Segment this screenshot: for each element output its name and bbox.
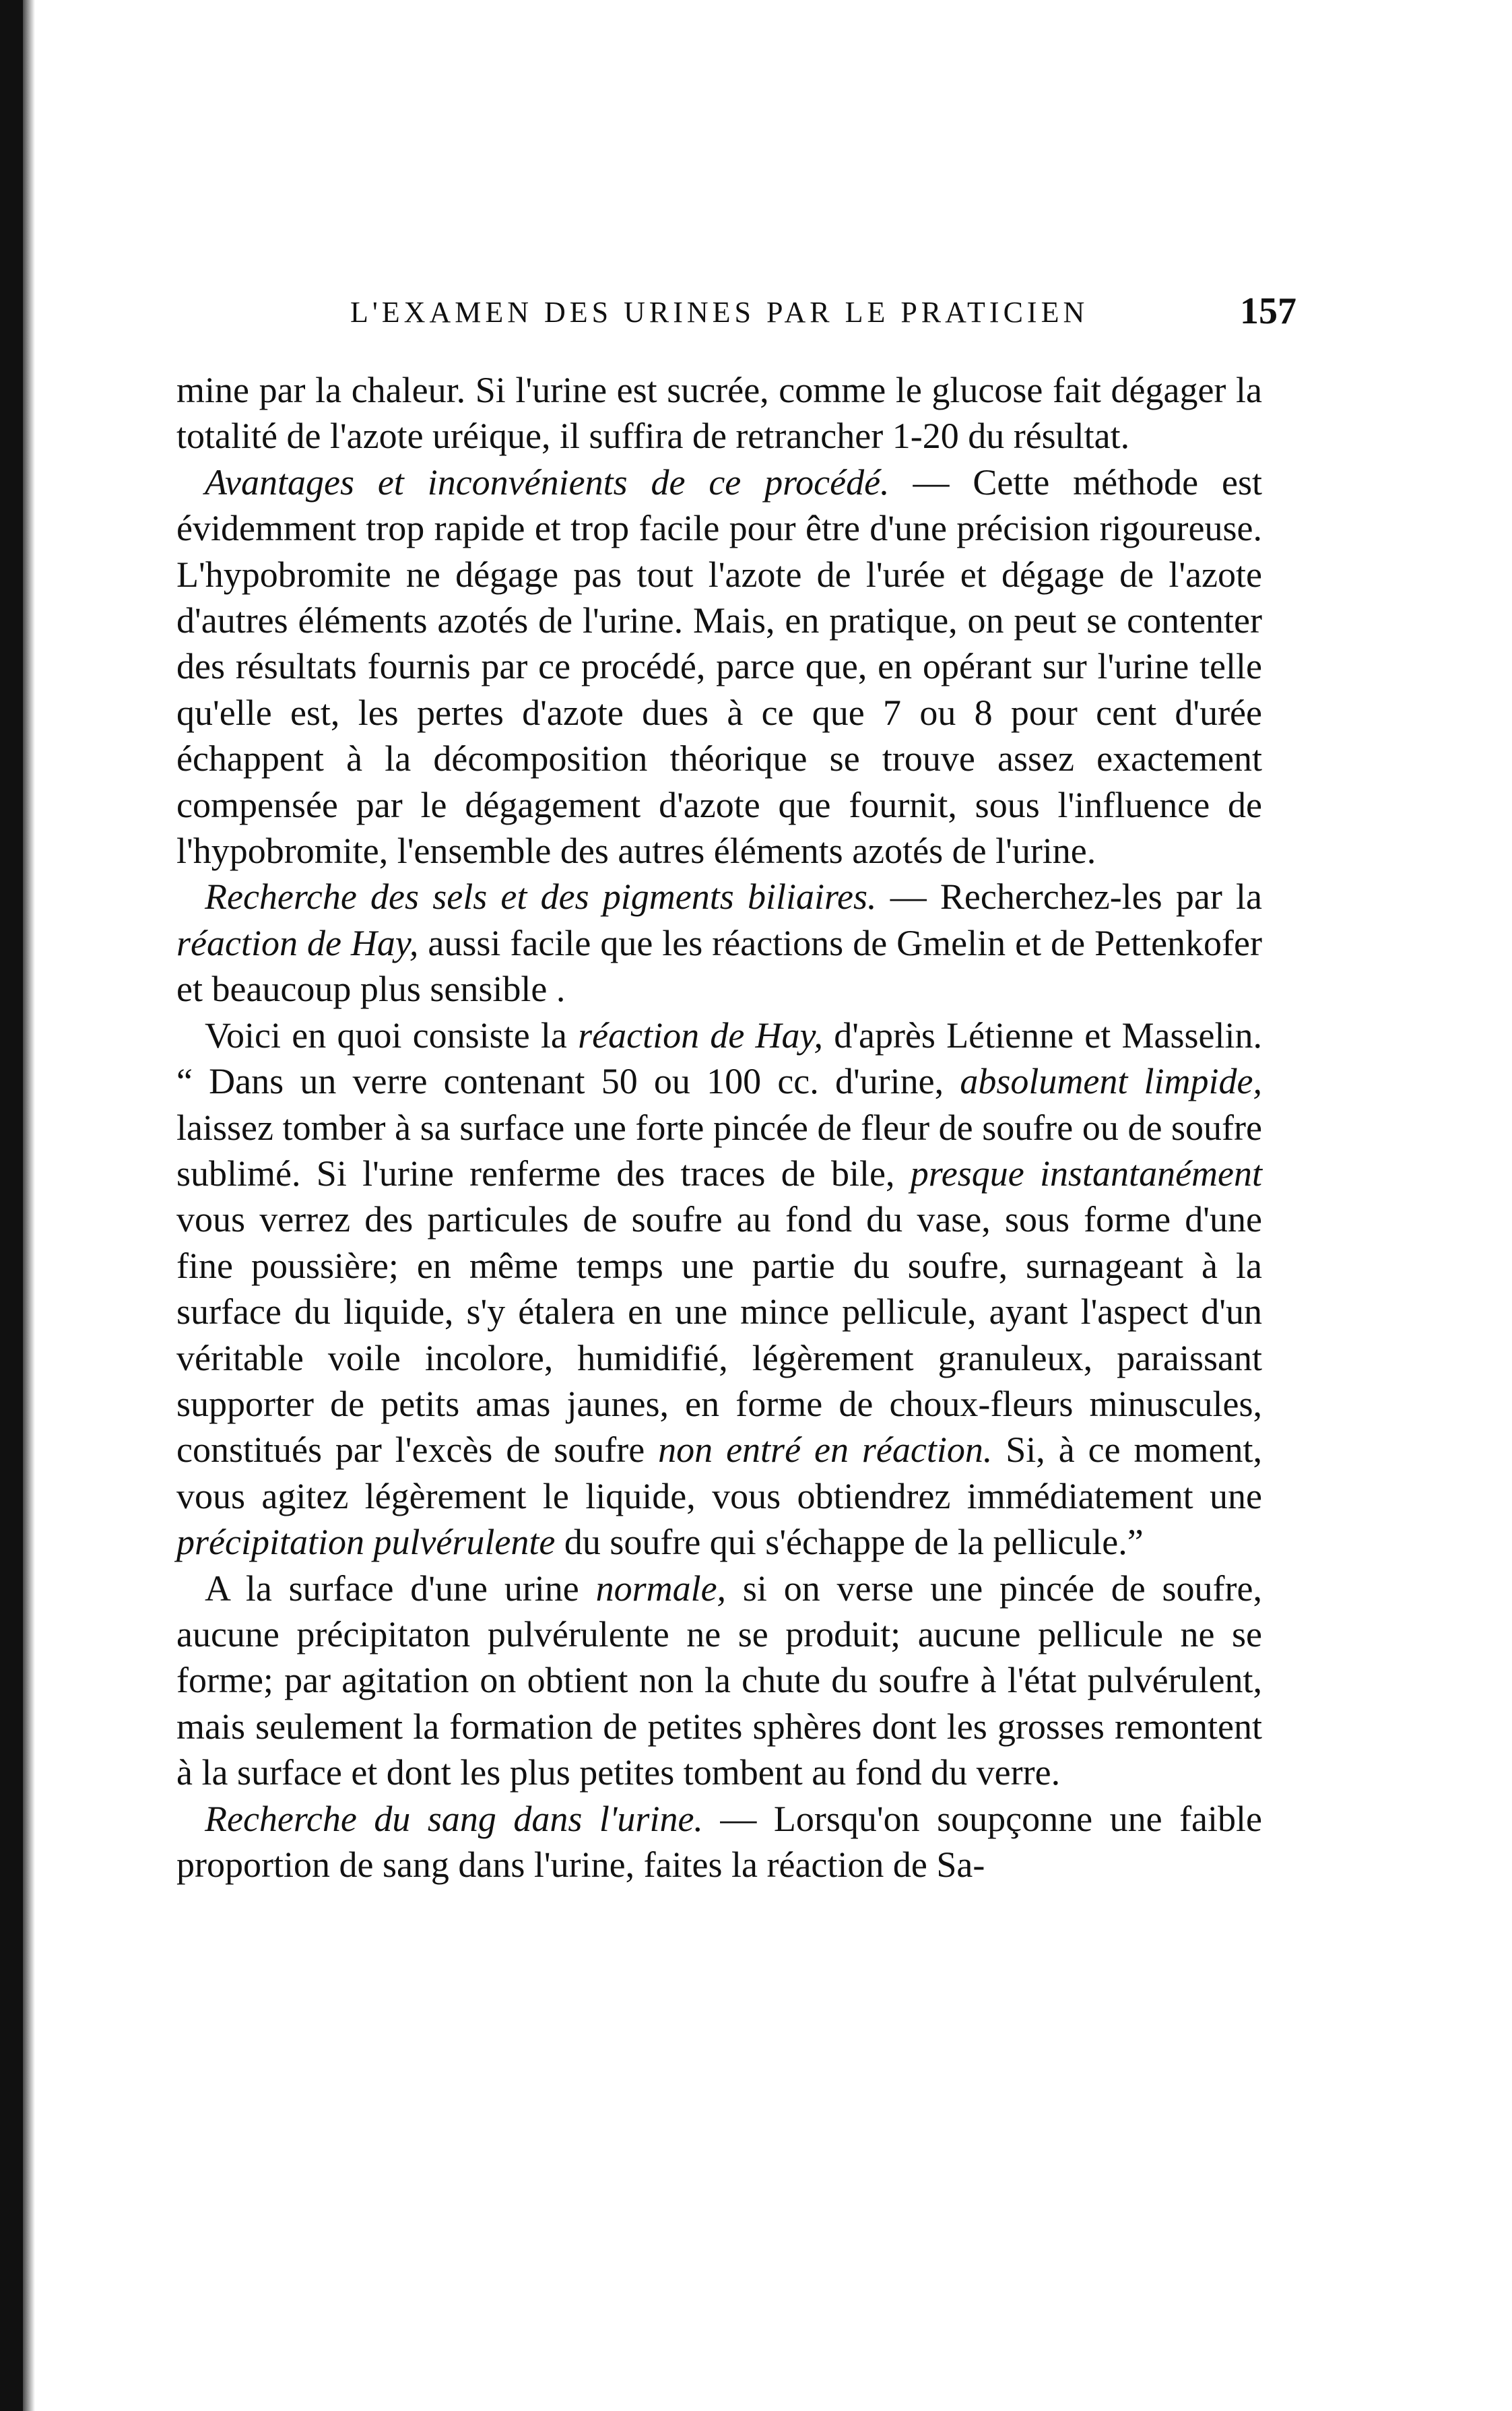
section-heading-italic: Avantages et inconvénients de ce procédé.	[205, 461, 890, 503]
italic-run: presque instantanément	[910, 1153, 1262, 1194]
page-number: 157	[1240, 290, 1296, 332]
book-spine-shadow	[0, 0, 23, 2411]
text-run: A la surface d'une urine	[205, 1568, 596, 1609]
paragraph-recherche-biliaires	[176, 874, 1262, 1012]
text-run: Voici en quoi consiste la	[205, 1015, 579, 1056]
text-run: aussi facile que les réactions de Gmelin et de Pettenkofer et beaucoup plus sensible .	[176, 922, 1262, 1010]
paragraph-urine-normale	[176, 1566, 1262, 1796]
section-heading-italic: Recherche des sels et des pigments biliaires.	[205, 876, 877, 918]
text-run: — Lorsqu'on soupçonne une faible proportion de sang dans l'urine, faites la réaction de Sa-	[176, 1798, 1262, 1885]
italic-run: réaction de Hay,	[578, 1015, 824, 1056]
paragraph-continuation	[176, 367, 1262, 459]
section-heading-italic: Recherche du sang dans l'urine.	[205, 1798, 703, 1839]
paragraph-avantages	[176, 459, 1262, 874]
italic-run: non entré en réaction.	[658, 1429, 993, 1471]
text-run: — Recherchez-les par la	[876, 876, 1262, 918]
text-run: du soufre qui s'échappe de la pellicule.”	[555, 1522, 1144, 1563]
italic-run: précipitation pulvérulente	[176, 1522, 556, 1563]
text-run: mine par la chaleur. Si l'urine est sucrée, comme le glucose fait dégager la totalité de l'azote uréique, il suffira de retrancher 1-20 du résultat.	[176, 370, 1262, 457]
text-run: vous verrez des particules de soufre au fond du vase, sous forme d'une fine poussière; en même temps une partie du soufre, surnageant à la surface du liquide, s'y étalera en une mince pellicule, ayant l'aspect d'un véritable voile incolore, humidifié, légèrement granuleux, paraissant supporter de petits amas jaunes, en forme de choux-fleurs minuscules, constitués par l'excès de soufre	[176, 1199, 1262, 1471]
text-run: — Cette méthode est évidemment trop rapide et trop facile pour être d'une précision rigoureuse. L'hypobromite ne dégage pas tout l'azote de l'urée et dégage de l'azote d'autres éléments azotés de l'urine. Mais, en pratique, on peut se contenter des résultats fournis par ce procédé, parce que, en opérant sur l'urine telle qu'elle est, les pertes d'azote dues à ce que 7 ou 8 pour cent d'urée échappent à la décomposition théorique se trouve assez exactement compensée par le dégagement d'azote que fournit, sous l'influence de l'hypobromite, l'ensemble des autres éléments azotés de l'urine.	[176, 461, 1262, 872]
text-run: Si, à ce moment, vous agitez légèrement le liquide, vous obtiendrez immédiatement une	[176, 1429, 1262, 1516]
page-header	[350, 290, 1296, 344]
book-spine-edge	[23, 0, 35, 2411]
text-run: si on verse une pincée de soufre, aucune précipitaton pulvérulente ne se produit; aucune pellicule ne se forme; par agitation on obtient non la chute du soufre à l'état pulvérulent, mais seulement la formation de petites sphères dont les grosses remontent à la surface et dont les plus petites tombent au fond du verre.	[176, 1568, 1262, 1793]
italic-run: absolument limpide,	[960, 1061, 1262, 1102]
running-head: L'EXAMEN DES URINES PAR LE PRATICIEN	[350, 296, 1089, 329]
paragraph-recherche-sang	[176, 1796, 1262, 1888]
italic-run: réaction de Hay,	[176, 922, 419, 963]
body-text	[176, 367, 1262, 1888]
text-run: laissez tomber à sa surface une forte pincée de fleur de soufre ou de soufre sublimé. Si l'urine renferme des traces de bile,	[176, 1107, 1262, 1194]
text-run: d'après Létienne et Masselin. “ Dans un verre contenant 50 ou 100 cc. d'urine,	[176, 1015, 1262, 1102]
paragraph-reaction-hay	[176, 1012, 1262, 1566]
italic-run: normale,	[595, 1568, 727, 1609]
